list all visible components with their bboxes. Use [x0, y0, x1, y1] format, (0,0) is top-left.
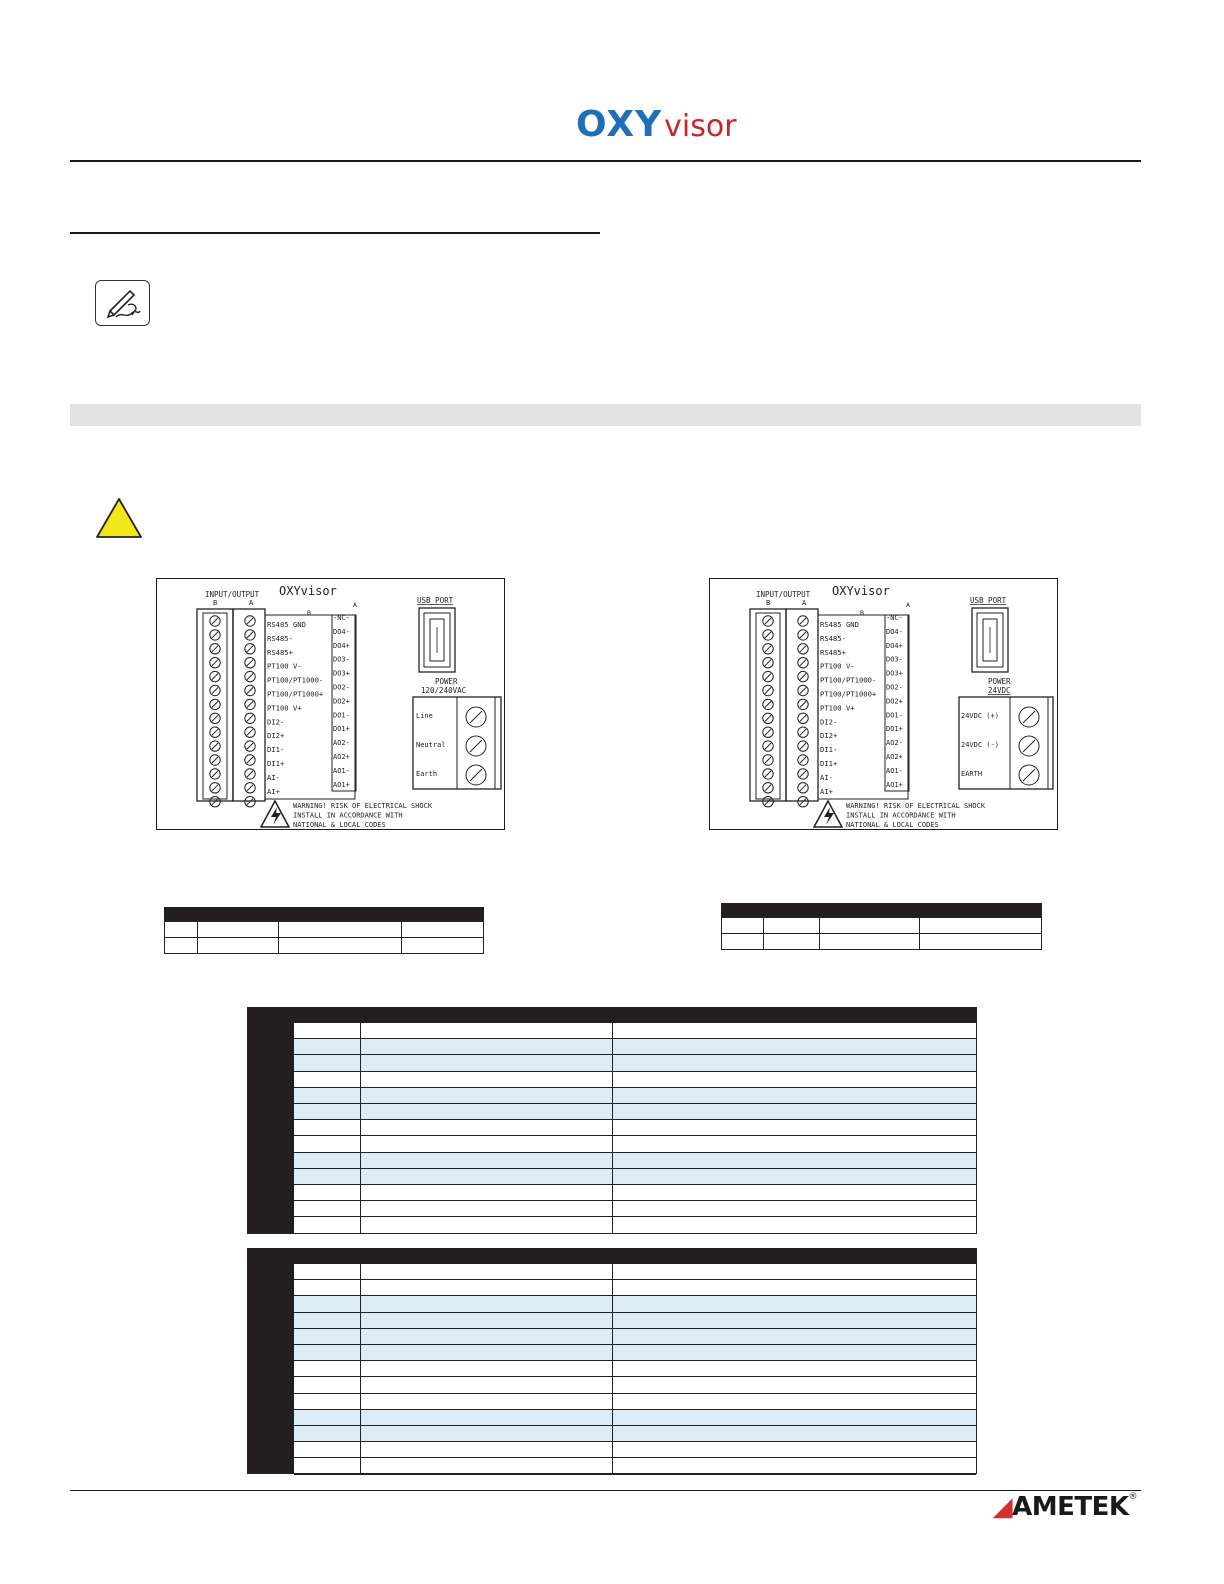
terminal-label: RS485- — [267, 633, 293, 643]
table-row — [294, 1410, 976, 1426]
terminal-label: DO3- — [886, 655, 903, 664]
terminal-screw-icon — [210, 741, 220, 751]
terminal-label: DO4- — [886, 627, 903, 636]
table-row — [294, 1055, 976, 1071]
power-title: POWER — [988, 677, 1011, 686]
screws-b — [763, 616, 773, 807]
terminal-screw-icon — [763, 755, 773, 765]
table-row — [722, 918, 1042, 934]
power-screw-icon — [466, 736, 486, 756]
terminal-label: DO3+ — [886, 669, 903, 678]
terminal-diagram-24vdc — [709, 578, 1058, 830]
warning-line: INSTALL IN ACCORDANCE WITH — [293, 811, 403, 820]
terminal-label: DI2+ — [820, 731, 838, 741]
col-a-label: A — [249, 599, 254, 607]
table-row — [294, 1394, 976, 1410]
power-table-dc — [721, 903, 1042, 950]
power-screw-icon — [1019, 765, 1039, 785]
power-table-ac — [164, 907, 484, 954]
terminal-screw-icon — [763, 616, 773, 626]
table-row — [294, 1426, 976, 1442]
terminal-label: RS485+ — [267, 647, 293, 657]
terminal-label: AI- — [267, 772, 280, 782]
screws-b — [210, 616, 220, 807]
section-band — [70, 404, 1141, 426]
table-row — [165, 938, 484, 954]
terminal-label: AO1+ — [333, 780, 350, 789]
power-terminal-label: 24VDC (-) — [961, 741, 999, 749]
terminal-label: AO1- — [886, 766, 903, 775]
table-row — [294, 1377, 976, 1393]
table-row — [165, 922, 484, 938]
table-column-divider — [360, 1023, 361, 1233]
power-screws — [466, 707, 486, 785]
terminal-screw-icon — [763, 769, 773, 779]
terminal-label: AI+ — [267, 786, 280, 796]
terminal-label: AO2- — [333, 739, 350, 748]
terminal-a-table — [247, 1248, 977, 1474]
table-side-bar — [248, 1008, 294, 1233]
terminal-screw-icon — [798, 783, 808, 793]
terminal-label: DI1+ — [267, 759, 285, 768]
terminal-screw-icon — [798, 644, 808, 654]
table-header-row — [165, 908, 484, 922]
terminal-label: PT100 V- — [267, 661, 302, 671]
table-row — [294, 1153, 976, 1169]
usb-port-icon — [972, 608, 1008, 672]
terminal-screw-icon — [798, 699, 808, 709]
power-terminal-label: Line — [416, 712, 433, 720]
usb-port-label: USB PORT — [970, 596, 1007, 605]
table-row — [294, 1442, 976, 1458]
table-row — [294, 1345, 976, 1361]
warning-line: INSTALL IN ACCORDANCE WITH — [846, 811, 956, 820]
power-screw-icon — [466, 765, 486, 785]
terminal-screw-icon — [245, 727, 255, 737]
terminal-screw-icon — [798, 727, 808, 737]
terminal-label: DO3- — [333, 655, 350, 664]
logo-oxy-text: OXY — [576, 104, 663, 145]
terminal-screw-icon — [245, 630, 255, 640]
col-b-inner: B — [860, 609, 864, 617]
terminal-label: DO2+ — [333, 697, 350, 706]
io-title: INPUT/OUTPUT — [756, 590, 811, 599]
terminal-label: DO4+ — [333, 641, 350, 650]
warning-icon — [95, 497, 143, 544]
power-screw-icon — [1019, 707, 1039, 727]
terminal-screw-icon — [210, 755, 220, 765]
terminal-screw-icon — [763, 699, 773, 709]
terminal-screw-icon — [763, 713, 773, 723]
power-title: POWER — [435, 677, 458, 686]
terminal-screw-icon — [210, 797, 220, 807]
terminal-label: DI2- — [267, 717, 285, 727]
terminal-label: PT100 V+ — [820, 703, 855, 713]
terminal-label: DI1- — [820, 745, 838, 755]
io-title: INPUT/OUTPUT — [205, 590, 260, 599]
table-row — [294, 1264, 976, 1280]
note-pen-icon — [95, 280, 150, 326]
col-a-inner: A — [353, 601, 357, 609]
power-terminal-label: EARTH — [961, 770, 983, 778]
terminal-screw-icon — [798, 671, 808, 681]
table-row — [294, 1296, 976, 1312]
terminal-screw-icon — [210, 727, 220, 737]
shock-warning-icon — [814, 801, 842, 827]
terminal-label: AO1- — [333, 766, 350, 775]
terminal-screw-icon — [798, 769, 808, 779]
terminal-screw-icon — [210, 630, 220, 640]
terminal-label: -NC- — [886, 614, 903, 622]
terminal-screw-icon — [210, 616, 220, 626]
power-terminal-labels — [416, 712, 446, 778]
terminal-label: DI2- — [820, 717, 838, 727]
terminal-screw-icon — [798, 755, 808, 765]
power-screw-icon — [466, 707, 486, 727]
table-row — [294, 1088, 976, 1104]
ametek-brand: AMETEK — [1012, 1492, 1129, 1522]
footer-rule — [70, 1490, 1141, 1491]
terminal-screw-icon — [763, 644, 773, 654]
terminal-screw-icon — [763, 671, 773, 681]
shock-warning-text — [846, 802, 986, 829]
terminal-label: DO4- — [333, 627, 350, 636]
warning-line: WARNING! RISK OF ELECTRICAL SHOCK — [846, 802, 986, 810]
power-screws — [1019, 707, 1039, 785]
registered-mark: ® — [1128, 1492, 1137, 1502]
terminal-label: AO1+ — [886, 780, 903, 789]
terminal-screw-icon — [245, 755, 255, 765]
logo-visor-text: visor — [664, 109, 737, 144]
terminal-screw-icon — [763, 630, 773, 640]
terminal-screw-icon — [210, 671, 220, 681]
usb-port-label: USB PORT — [417, 596, 454, 605]
shock-warning-text — [293, 802, 433, 829]
terminal-screw-icon — [763, 658, 773, 668]
terminal-screw-icon — [763, 783, 773, 793]
terminal-label: DI1+ — [820, 759, 838, 768]
terminal-screw-icon — [210, 783, 220, 793]
terminal-screw-icon — [798, 713, 808, 723]
table-row — [294, 1039, 976, 1055]
terminal-screw-icon — [245, 783, 255, 793]
right-terminal-labels — [886, 614, 903, 789]
terminal-label: AI+ — [820, 786, 833, 796]
warning-line: NATIONAL & LOCAL CODES — [846, 821, 939, 829]
terminal-label: RS485- — [820, 633, 846, 643]
terminal-label: DO1+ — [333, 725, 350, 734]
table-row — [294, 1361, 976, 1377]
table-side-bar — [248, 1249, 294, 1473]
terminal-label: DO2+ — [886, 697, 903, 706]
terminal-label: DO1- — [886, 711, 903, 720]
terminal-screw-icon — [245, 616, 255, 626]
terminal-screw-icon — [245, 685, 255, 695]
diagram-brand: OXYvisor — [279, 584, 337, 598]
terminal-label: DI2+ — [267, 731, 285, 741]
col-a-label: A — [802, 599, 807, 607]
terminal-label: PT100/PT1000- — [820, 675, 877, 685]
table-row — [294, 1201, 976, 1217]
terminal-label: DO3+ — [333, 669, 350, 678]
ametek-mark-icon: ◢ — [992, 1492, 1013, 1522]
terminal-screw-icon — [245, 769, 255, 779]
terminal-screw-icon — [798, 741, 808, 751]
power-terminal-label: 24VDC (+) — [961, 712, 999, 720]
table-column-divider — [612, 1264, 613, 1473]
table-row — [294, 1217, 976, 1233]
terminal-b-table — [247, 1007, 977, 1234]
terminal-label: DO1+ — [886, 725, 903, 734]
power-rating: 24VDC — [988, 686, 1011, 695]
col-b-inner: B — [307, 609, 311, 617]
terminal-label: AO2+ — [333, 753, 350, 761]
left-terminal-labels — [820, 620, 877, 796]
table-column-divider — [612, 1023, 613, 1233]
power-rating: 120/240VAC — [421, 686, 467, 695]
terminal-label: RS485 GND — [267, 620, 306, 629]
table-row — [722, 934, 1042, 950]
diagram-brand: OXYvisor — [832, 584, 890, 598]
ametek-logo — [993, 1492, 1137, 1522]
table-row — [294, 1169, 976, 1185]
section-rule — [70, 232, 600, 234]
header-rule — [70, 160, 1141, 162]
terminal-screw-icon — [798, 685, 808, 695]
table-row — [294, 1023, 976, 1039]
terminal-label: -NC- — [333, 614, 350, 622]
terminal-screw-icon — [763, 685, 773, 695]
table-header-bar — [248, 1008, 976, 1023]
table-row — [294, 1329, 976, 1345]
col-b-label: B — [766, 599, 771, 607]
terminal-label: PT100/PT1000+ — [820, 689, 877, 699]
terminal-screw-icon — [798, 658, 808, 668]
shock-warning-icon — [261, 801, 289, 827]
terminal-label: AO2- — [886, 739, 903, 748]
terminal-screw-icon — [210, 644, 220, 654]
terminal-label: DI1- — [267, 745, 285, 755]
terminal-screw-icon — [245, 699, 255, 709]
terminal-screw-icon — [798, 616, 808, 626]
terminal-screw-icon — [245, 797, 255, 807]
terminal-screw-icon — [210, 713, 220, 723]
terminal-label: RS485+ — [820, 647, 846, 657]
table-column-divider — [360, 1264, 361, 1473]
terminal-screw-icon — [763, 727, 773, 737]
terminal-label: PT100/PT1000+ — [267, 689, 324, 699]
power-screw-icon — [1019, 736, 1039, 756]
warning-line: NATIONAL & LOCAL CODES — [293, 821, 386, 829]
oxyvisor-logo — [576, 104, 737, 144]
terminal-screw-icon — [245, 713, 255, 723]
table-header-row — [722, 904, 1042, 918]
table-row — [294, 1313, 976, 1329]
terminal-screw-icon — [763, 741, 773, 751]
terminal-screw-icon — [210, 769, 220, 779]
warning-line: WARNING! RISK OF ELECTRICAL SHOCK — [293, 802, 433, 810]
table-header-bar — [248, 1249, 976, 1264]
terminal-screw-icon — [798, 630, 808, 640]
terminal-label: DO4+ — [886, 641, 903, 650]
terminal-label: DO2- — [886, 683, 903, 692]
terminal-label: DO1- — [333, 711, 350, 720]
terminal-screw-icon — [245, 658, 255, 668]
terminal-diagram-120-240vac — [156, 578, 505, 830]
terminal-label: PT100/PT1000- — [267, 675, 324, 685]
terminal-screw-icon — [763, 797, 773, 807]
terminal-label: DO2- — [333, 683, 350, 692]
terminal-label: PT100 V- — [820, 661, 855, 671]
terminal-screw-icon — [245, 741, 255, 751]
table-row — [294, 1136, 976, 1152]
terminal-label: AO2+ — [886, 753, 903, 761]
right-terminal-labels — [333, 614, 350, 789]
terminal-label: RS485 GND — [820, 620, 859, 629]
screws-a — [245, 616, 255, 807]
table-row — [294, 1104, 976, 1120]
table-row — [294, 1280, 976, 1296]
col-b-label: B — [213, 599, 218, 607]
col-a-inner: A — [906, 601, 910, 609]
terminal-label: AI- — [820, 772, 833, 782]
table-row — [294, 1120, 976, 1136]
terminal-screw-icon — [210, 658, 220, 668]
terminal-screw-icon — [210, 685, 220, 695]
power-terminal-label: Earth — [416, 770, 438, 778]
terminal-screw-icon — [245, 671, 255, 681]
terminal-screw-icon — [245, 644, 255, 654]
table-row — [294, 1185, 976, 1201]
terminal-screw-icon — [798, 797, 808, 807]
power-terminal-label: Neutral — [416, 741, 446, 749]
terminal-screw-icon — [210, 699, 220, 709]
table-row — [294, 1458, 976, 1474]
usb-port-icon — [419, 608, 455, 672]
screws-a — [798, 616, 808, 807]
terminal-label: PT100 V+ — [267, 703, 302, 713]
left-terminal-labels — [267, 620, 324, 796]
table-row — [294, 1072, 976, 1088]
power-terminal-labels — [961, 712, 999, 778]
